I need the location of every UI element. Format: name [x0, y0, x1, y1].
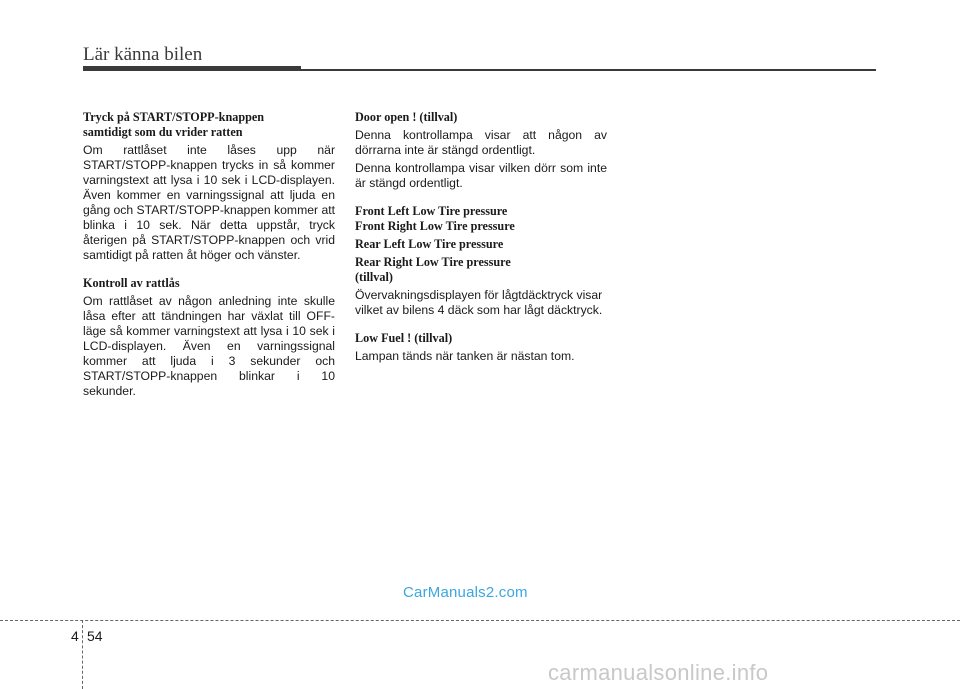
heading-door-open: Door open ! (tillval) — [355, 110, 458, 124]
footer-divider — [0, 620, 960, 621]
heading-rear-right-tire: Rear Right Low Tire pressure — [355, 255, 511, 269]
heading-start-stop-line2: samtidigt som du vrider ratten — [83, 125, 243, 139]
heading-steering-lock: Kontroll av rattlås — [83, 276, 180, 290]
heading-front-left-tire: Front Left Low Tire pressure — [355, 204, 508, 218]
page-number: 54 — [87, 628, 103, 644]
footer-vertical-divider — [82, 620, 83, 689]
paragraph-start-stop: Om rattlåset inte låses upp när START/STOPP-knappen trycks in så kommer varningstext att lysa i 10 sek i LCD-displayen. Även kommer en varningssignal att ljuda en gång och START/STOPP-knappen kommer att blinka i 10 sek. När detta uppstår, tryck återigen på START/STOPP-knappen och vrid samtidigt på ratten åt höger och vänster. — [83, 143, 335, 262]
header-rule-thick — [83, 66, 301, 71]
site-watermark: carmanualsonline.info — [548, 660, 769, 685]
paragraph-steering-lock: Om rattlåset av någon anledning inte skulle låsa efter att tändningen har växlat till OFF-läge så kommer varningstext att lysa i 10 sek i LCD-displayen. Även en varningssignal kommer att ljuda i 3 sekunder och START/STOPP-knappen blinkar i 10 sekunder. — [83, 294, 335, 398]
heading-rear-left-tire: Rear Left Low Tire pressure — [355, 237, 504, 251]
carmanuals-watermark: CarManuals2.com — [403, 584, 528, 601]
paragraph-tire-pressure: Övervakningsdisplayen för lågtdäcktryck visar vilket av bilens 4 däck som har lågt däcktryck. — [355, 288, 603, 317]
heading-front-right-tire: Front Right Low Tire pressure — [355, 219, 515, 233]
right-column — [355, 110, 607, 364]
heading-tire-optional: (tillval) — [355, 270, 393, 284]
paragraph-low-fuel: Lampan tänds när tanken är nästan tom. — [355, 349, 575, 363]
paragraph-door-open-2: Denna kontrollampa visar vilken dörr som inte är stängd ordentligt. — [355, 161, 607, 190]
left-column — [83, 110, 335, 399]
section-title: Lär känna bilen — [83, 44, 203, 65]
chapter-number: 4 — [71, 628, 79, 644]
header-rule-thin — [301, 69, 876, 71]
heading-low-fuel: Low Fuel ! (tillval) — [355, 331, 453, 345]
heading-start-stop-line1: Tryck på START/STOPP-knappen — [83, 110, 265, 124]
paragraph-door-open-1: Denna kontrollampa visar att någon av dörrarna inte är stängd ordentligt. — [355, 128, 607, 157]
